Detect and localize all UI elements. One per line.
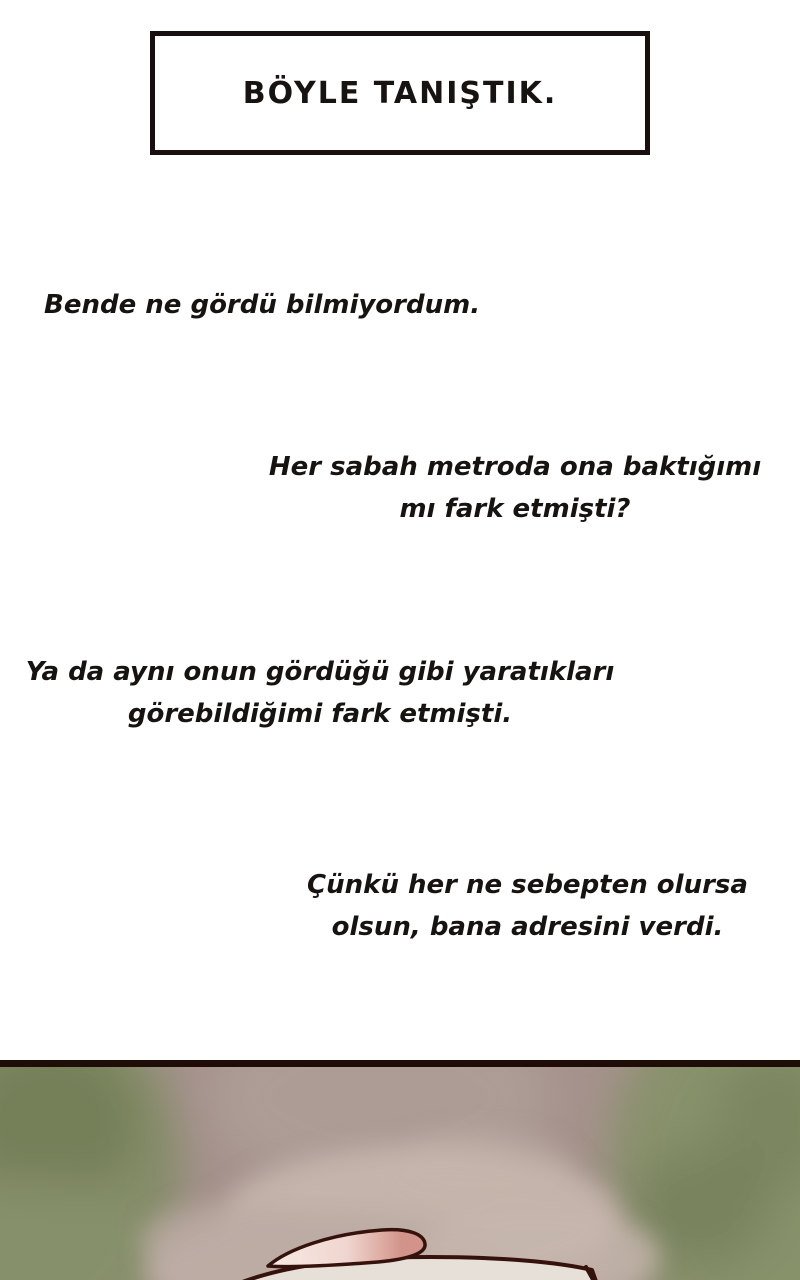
panel-top-border: [0, 1060, 800, 1067]
narration-block-4: [300, 864, 755, 948]
narration-3-line-2: görebildiğimi fark etmişti.: [127, 699, 513, 729]
chapter-title: BÖYLE TANIŞTIK.: [242, 75, 558, 111]
narration-1-line-1: Bende ne gördü bilmiyordum.: [44, 290, 481, 320]
narration-4-line-1: Çünkü her ne sebepten olursa: [307, 870, 748, 900]
narration-2-line-1: Her sabah metroda ona baktığımı: [268, 452, 762, 482]
narration-3-line-1: Ya da aynı onun gördüğü gibi yaratıkları: [25, 657, 615, 687]
chapter-title-box: [150, 31, 650, 155]
narration-block-1: [44, 284, 480, 326]
comic-panel-artwork: [0, 1067, 800, 1280]
narration-block-2: [240, 446, 790, 530]
narration-2-line-2: mı fark etmişti?: [399, 494, 631, 524]
narration-4-line-2: olsun, bana adresini verdi.: [331, 912, 724, 942]
narration-block-3: [15, 651, 625, 735]
